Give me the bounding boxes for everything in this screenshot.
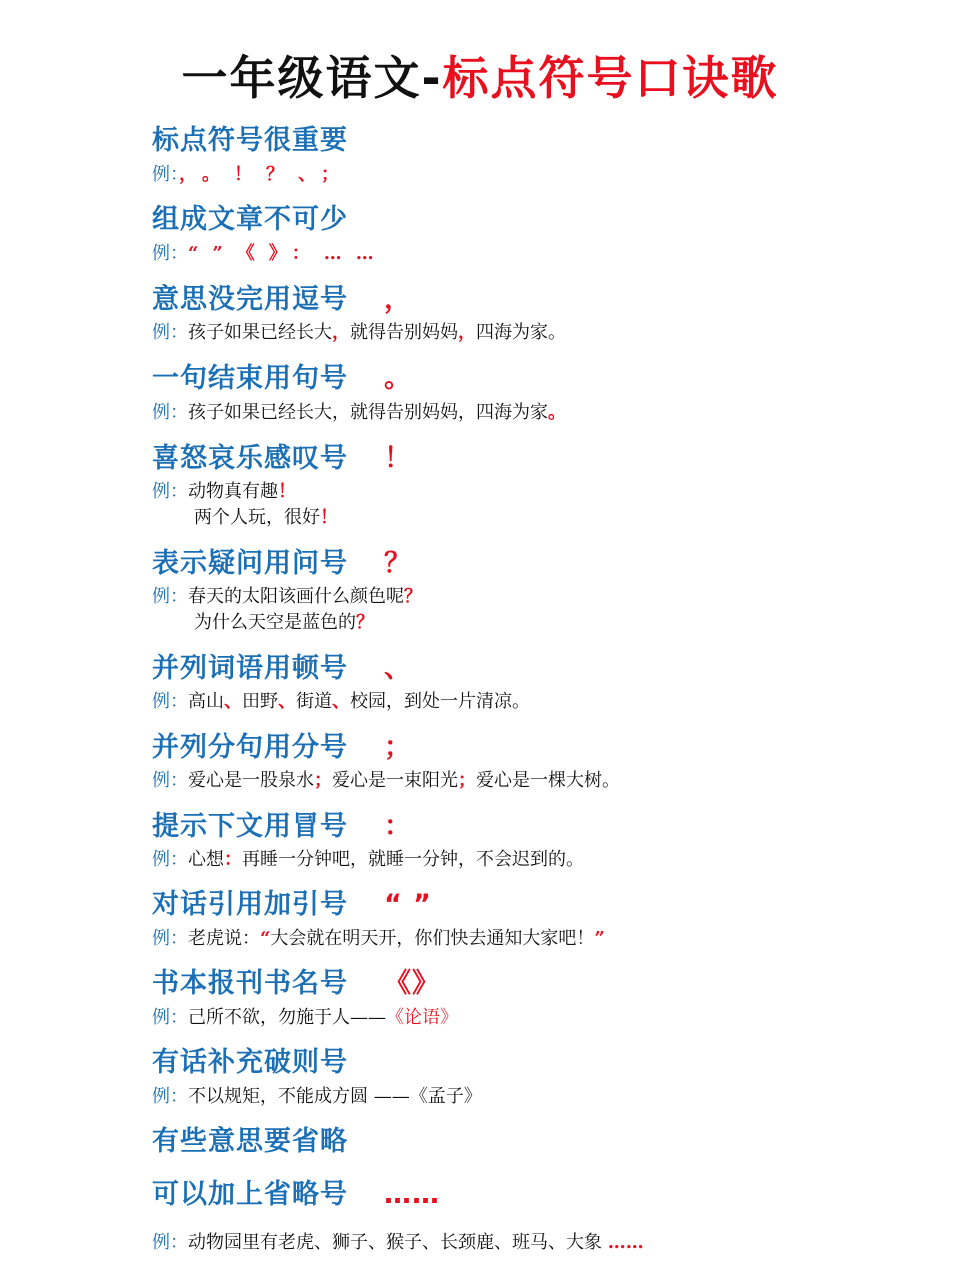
example-line: 例：心想：再睡一分钟吧，就睡一分钟，不会迟到的。: [152, 849, 584, 870]
enumeration-comma-mark: 、: [384, 653, 412, 684]
example-line: 为什么天空是蓝色的？: [194, 612, 374, 633]
verse-line: 表示疑问用问号 ？: [152, 541, 412, 580]
verse-line: 有些意思要省略: [152, 1126, 348, 1157]
example-line: 例：不以规矩，不能成方圆 ——《孟子》: [152, 1086, 482, 1107]
quotation-mark: “ ”: [384, 889, 432, 920]
exclamation-mark: ！: [384, 443, 412, 474]
verse-line: 组成文章不可少: [152, 204, 348, 235]
verse-line: 书本报刊书名号 《》: [152, 961, 440, 1000]
example-line: 例：动物真有趣！: [152, 481, 296, 502]
example-line: 例：孩子如果已经长大，就得告别妈妈，四海为家。: [152, 322, 566, 343]
verse-line: 对话引用加引号 “ ”: [152, 889, 432, 920]
semicolon-mark: ；: [384, 732, 412, 763]
verse-line: 提示下文用冒号 ：: [152, 804, 412, 843]
verse-line: 并列词语用顿号 、: [152, 646, 412, 685]
page-title: 一年级语文-标点符号口诀歌: [181, 51, 779, 105]
example-line: 例：孩子如果已经长大，就得告别妈妈，四海为家。: [152, 402, 566, 423]
example-line: 例：己所不欲，勿施于人——《论语》: [152, 1007, 458, 1028]
example-line: 例：，。！？、；: [152, 164, 353, 185]
example-line: 两个人玩，很好！: [194, 507, 338, 528]
verse-line: 并列分句用分号 ；: [152, 725, 412, 764]
example-line: 例：高山、田野、街道、校园，到处一片清凉。: [152, 691, 530, 712]
example-line: 例：春天的太阳该画什么颜色呢？: [152, 586, 422, 607]
example-line: 例：老虎说：“大会就在明天开，你们快去通知大家吧！”: [152, 928, 605, 949]
ellipsis-mark: ……: [384, 1179, 440, 1210]
question-mark: ？: [384, 548, 412, 579]
book-title-mark: 《》: [384, 968, 440, 999]
colon-mark: ：: [384, 811, 412, 842]
comma-mark: ，: [384, 284, 412, 315]
verse-line: 可以加上省略号 ……: [152, 1179, 440, 1210]
verse-line: 标点符号很重要: [152, 125, 348, 156]
period-mark: 。: [384, 363, 412, 394]
verse-line: 喜怒哀乐感叹号 ！: [152, 436, 412, 475]
example-line: 例：爱心是一股泉水；爱心是一束阳光；爱心是一棵大树。: [152, 770, 620, 791]
example-line: 例：动物园里有老虎、狮子、猴子、长颈鹿、班马、大象 ……: [152, 1232, 644, 1253]
example-line: 例：“”《》：……: [152, 243, 388, 264]
verse-line: 有话补充破则号: [152, 1047, 348, 1078]
verse-line: 一句结束用句号 。: [152, 356, 412, 395]
verse-line: 意思没完用逗号 ，: [152, 277, 412, 316]
